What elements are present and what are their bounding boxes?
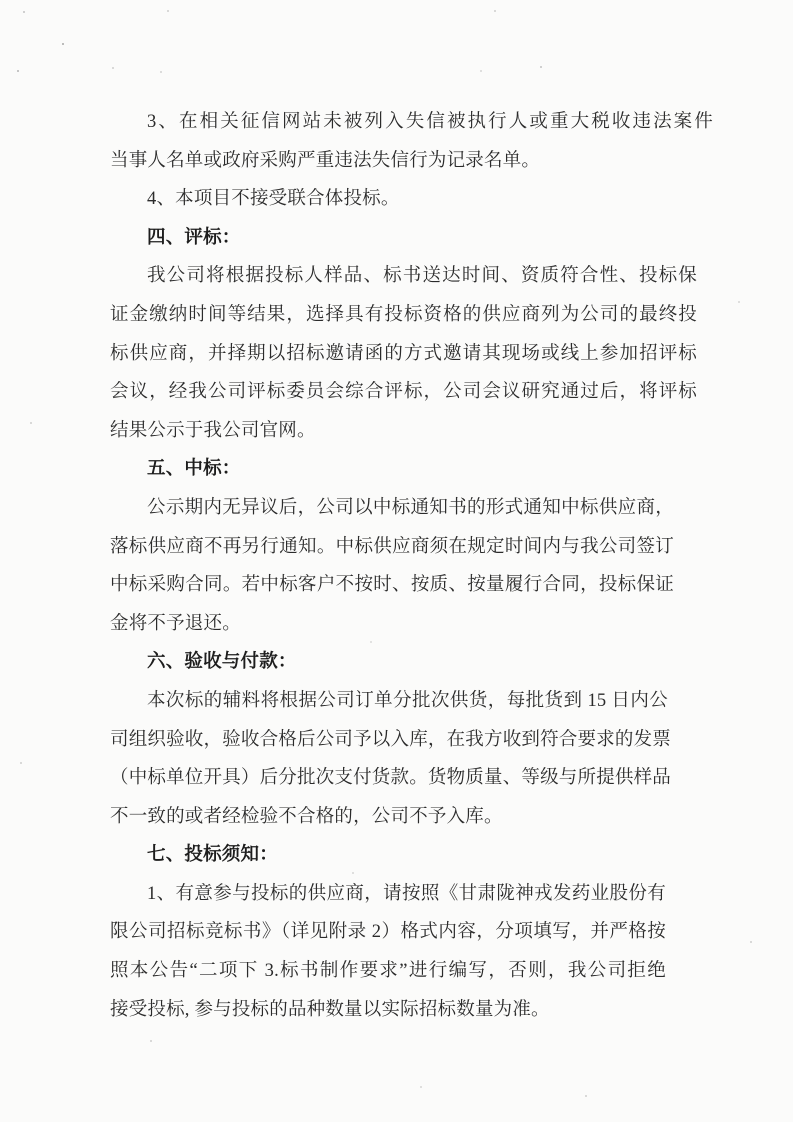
text-line: 证金缴纳时间等结果，选择具有投标资格的供应商列为公司的最终投 xyxy=(110,304,697,325)
text-line: 限公司招标竞标书》（详见附录 2）格式内容，分项填写，并严格按 xyxy=(110,922,666,943)
text-line: 当事人名单或政府采购严重违法失信行为记录名单。 xyxy=(110,150,541,171)
text-line: 司组织验收，验收合格后公司予以入库，在我方收到符合要求的发票 xyxy=(110,729,672,750)
text-line: 标供应商，并择期以招标邀请函的方式邀请其现场或线上参加招评标 xyxy=(110,343,697,364)
text-line: 照本公告“二项下 3.标书制作要求”进行编写，否则，我公司拒绝 xyxy=(110,961,666,982)
text-line: 1、有意参与投标的供应商，请按照《甘肃陇神戎发药业股份有 xyxy=(147,883,666,904)
text-line: 结果公示于我公司官网。 xyxy=(110,420,316,441)
text-line: 不一致的或者经检验不合格的，公司不予入库。 xyxy=(110,806,503,827)
document-body xyxy=(110,103,713,1029)
text-line: 接受投标, 参与投标的品种数量以实际招标数量为准。 xyxy=(110,999,550,1020)
section-heading: 五、中标： xyxy=(147,459,241,480)
text-line: 会议，经我公司评标委员会综合评标，公司会议研究通过后，将评标 xyxy=(110,382,697,403)
text-line: 公示期内无异议后，公司以中标通知书的形式通知中标供应商， xyxy=(147,497,674,518)
text-line: 中标采购合同。若中标客户不按时、按质、按量履行合同，投标保证 xyxy=(110,575,674,596)
text-line: （中标单位开具）后分批次支付货款。货物质量、等级与所提供样品 xyxy=(110,768,672,789)
text-line: 我公司将根据投标人样品、标书送达时间、资质符合性、投标保 xyxy=(147,266,697,287)
text-line: 本次标的辅料将根据公司订单分批次供货，每批货到 15 日内公 xyxy=(147,690,668,711)
section-heading: 七、投标须知： xyxy=(147,845,278,866)
section-heading: 六、验收与付款： xyxy=(147,652,297,673)
text-line: 4、本项目不接受联合体投标。 xyxy=(147,189,400,210)
section-heading: 四、评标： xyxy=(147,227,241,248)
text-line: 金将不予退还。 xyxy=(110,613,241,634)
scan-noise-specks xyxy=(0,0,2,2)
text-line: 落标供应商不再另行通知。中标供应商须在规定时间内与我公司签订 xyxy=(110,536,674,557)
text-line: 3、在相关征信网站未被列入失信被执行人或重大税收违法案件 xyxy=(147,112,713,132)
